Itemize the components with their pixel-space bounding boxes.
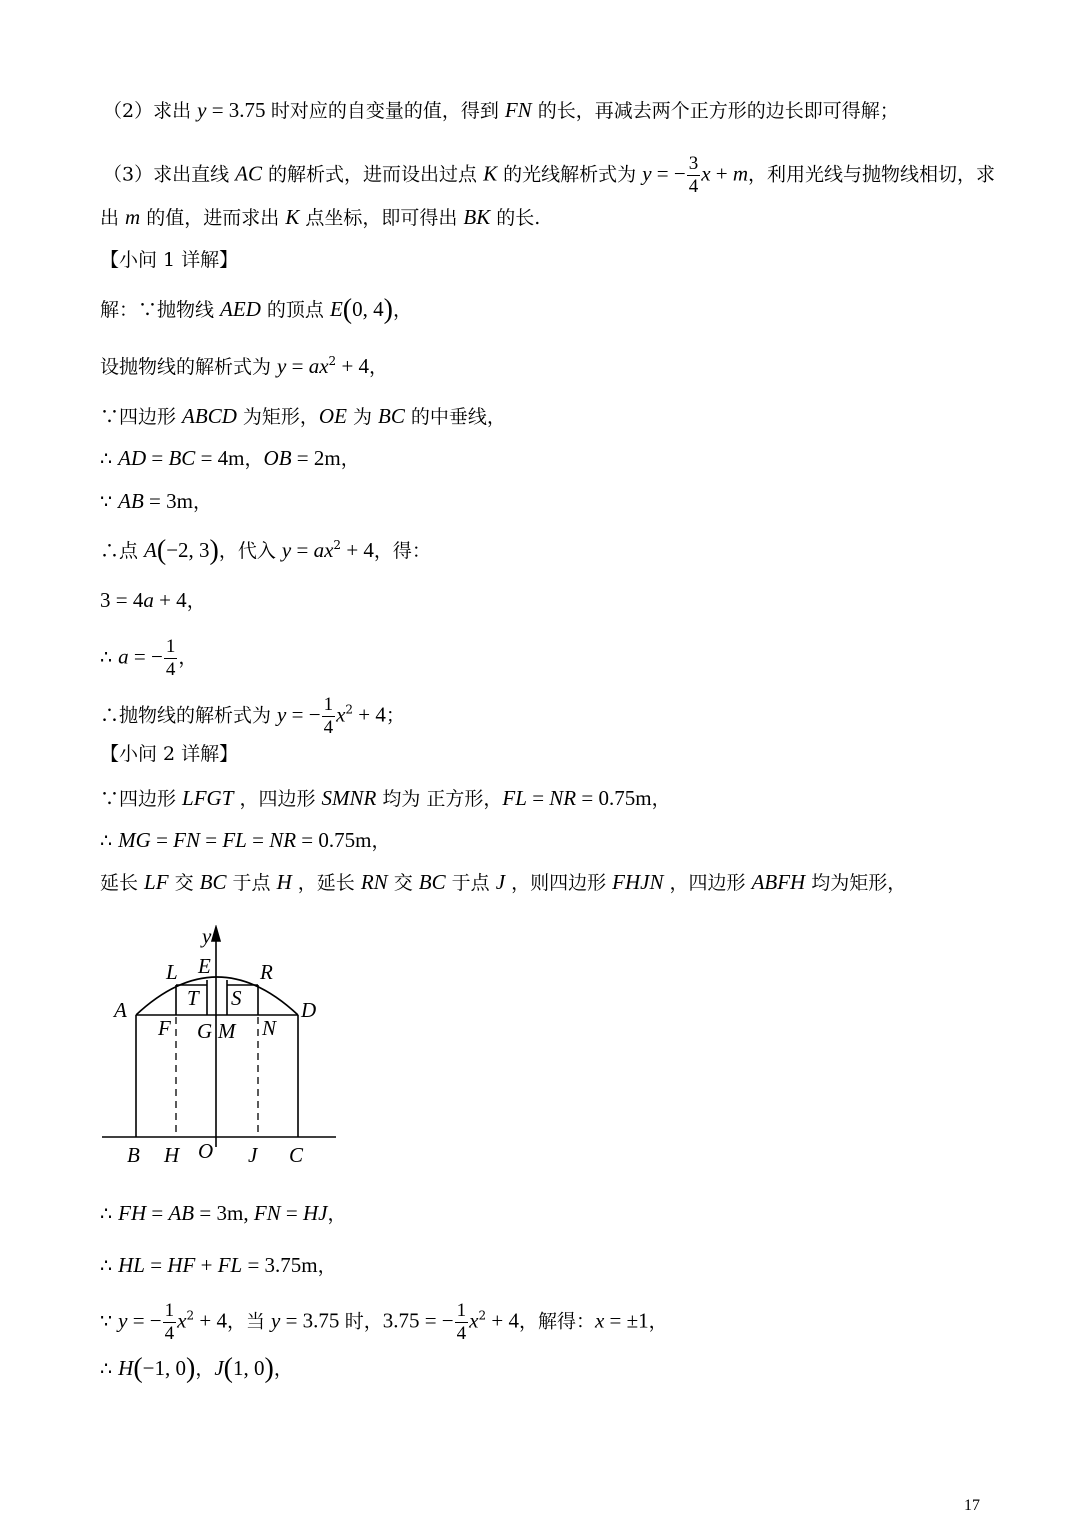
math-symbol: y [271,1308,281,1333]
math-text: + 4 [353,702,386,727]
text-line [100,870,906,895]
text-line [100,1201,347,1226]
text-run: ； [385,704,405,727]
math-symbol: FHJN [612,870,664,894]
text-run: ，延长 [291,872,361,894]
text-run: ， [244,448,264,470]
denominator: 4 [164,1323,175,1344]
text-run: ， [327,1203,347,1225]
text-run: 【小问 1 详解】 [100,249,239,271]
label-h: H [164,1143,180,1167]
denominator: 4 [456,1323,467,1344]
fraction [164,636,178,681]
text-line [100,446,360,471]
math-text: = 0.75m [576,786,652,810]
text-run: 于点 [445,872,496,894]
y-axis-arrow [212,927,220,941]
math-symbol: NR [549,786,577,810]
math-text: + 4 [194,1308,227,1333]
text-line [100,535,431,566]
math-symbol: OB [263,446,292,470]
exponent: 2 [333,538,342,552]
math-text: 1, 0 [232,1356,265,1380]
text-line [100,404,506,429]
fraction [322,694,336,739]
math-symbol: BC [168,446,196,470]
label-g: G [197,1019,213,1043]
text-run: ， [371,830,391,852]
text-run: 交 [168,872,200,894]
math-text: = [146,1201,169,1225]
math-symbol: K [483,161,498,186]
numerator: 1 [165,636,176,657]
text-run: 均为 正方形， [376,788,503,810]
math-text: = [291,538,314,562]
math-text: = [280,1201,304,1225]
text-run: ，解得： [518,1310,595,1333]
math-symbol: BC [378,404,405,428]
text-run: ，代入 [218,540,282,562]
math-text: 0, 4 [352,297,384,321]
text-run: ∵四边形 [100,406,183,428]
text-line [103,153,995,198]
exponent: 2 [478,1308,487,1323]
label-r: R [260,960,273,984]
math-text: = 3m [143,489,193,513]
text-line [100,205,540,230]
math-symbol: HJ [303,1201,328,1225]
label-l: L [166,960,178,984]
math-symbol: HL [118,1253,145,1277]
parabola-arc [136,977,298,1015]
math-text: + 4 [486,1308,519,1333]
text-run: （2）求出 [103,100,198,122]
math-symbol: a [143,588,154,612]
text-run: 的值，进而求出 [140,207,286,229]
math-text: = 3m, [194,1201,254,1225]
math-symbol: A [144,538,157,562]
paren: ) [209,535,219,566]
text-line [100,828,391,853]
math-symbol: ax [313,538,334,562]
math-text: = [526,786,550,810]
text-line [100,1353,293,1384]
label-f: F [158,1016,171,1040]
text-run: 的光线解析式为 [497,163,643,186]
text-line [100,489,212,514]
text-run: 交 [387,872,419,894]
math-symbol: ax [308,354,329,378]
text-line [103,98,899,123]
math-text: + 4 [153,588,187,612]
math-symbol: NR [269,828,297,852]
math-text: = [145,1253,168,1277]
math-symbol: m [125,205,141,229]
text-run: ，四边形 [233,788,322,810]
label-o: O [198,1139,214,1163]
text-line [100,1253,337,1278]
math-text: = − [128,644,163,669]
math-symbol: ABFH [751,870,806,894]
math-text: = [200,828,223,852]
math-symbol: FN [253,1201,281,1225]
math-symbol: x [594,1308,605,1333]
text-run: 【小问 2 详解】 [100,743,239,765]
text-run: ，四边形 [663,872,752,894]
math-symbol: FN [173,828,200,852]
label-t: T [187,986,199,1010]
text-run: 设抛物线的解析式为 [100,356,278,378]
text-run: ∵ [100,491,119,513]
numerator: 3 [688,153,699,174]
paren: ( [133,1353,143,1384]
math-symbol: BC [418,870,446,894]
text-run: ∴ [100,646,119,669]
math-symbol: y [277,354,287,378]
math-symbol: ABCD [182,404,237,428]
text-run: 出 [100,207,126,229]
text-run: ， [192,491,212,513]
math-text: = 3.75 [280,1308,345,1333]
math-symbol: BC [199,870,227,894]
math-symbol: y [277,702,287,727]
fraction [163,1300,177,1345]
paren: ( [223,1353,233,1384]
math-symbol: FL [222,828,247,852]
label-n: N [262,1016,277,1040]
paren: ) [383,294,393,325]
text-line [100,588,206,613]
math-symbol: AB [118,489,144,513]
text-run: ， [392,299,412,321]
text-run: 的解析式，进而设出过点 [261,163,484,186]
math-symbol: LFGT [182,786,234,810]
math-text: 3.75 = − [382,1308,454,1333]
text-run: 解：∵抛物线 [100,299,221,321]
text-line [100,636,197,681]
label-s: S [231,986,242,1010]
text-run: ∴ [100,448,119,470]
text-run: 的长. [490,207,541,229]
math-text: 3 = 4 [100,588,144,612]
text-run: 均为矩形， [805,872,907,894]
text-line [100,294,412,325]
text-run: ∴抛物线的解析式为 [100,704,278,727]
math-symbol: H [276,870,292,894]
math-symbol: AD [118,446,147,470]
denominator: 4 [323,717,334,738]
text-run: ，则四边形 [505,872,613,894]
math-text: = [246,828,270,852]
math-symbol: FH [118,1201,147,1225]
paren: ) [264,1353,274,1384]
math-symbol: BK [463,205,491,229]
text-run: ， [651,788,671,810]
text-run: ∵四边形 [100,788,183,810]
math-symbol: FN [504,98,532,122]
text-run: 于点 [226,872,277,894]
paren: ( [156,535,167,566]
math-symbol: x [177,1308,187,1333]
text-line [100,694,405,739]
math-symbol: y [118,1308,128,1333]
math-text: = − [127,1308,162,1333]
text-run: ∴点 [100,540,145,562]
parabola-rectangle-figure [98,925,348,1175]
label-d: D [301,998,317,1022]
math-symbol: MG [118,828,151,852]
label-b: B [127,1143,140,1167]
exponent: 2 [328,354,337,368]
math-symbol: K [285,205,300,229]
text-line [100,786,671,811]
math-symbol: y [197,98,207,122]
math-text: = 2m [291,446,341,470]
math-symbol: AED [220,297,261,321]
text-run: ， [340,448,360,470]
text-run: ， [178,646,198,669]
fraction [455,1300,469,1345]
math-symbol: J [495,870,506,894]
text-run: 的中垂线， [404,406,506,428]
exponent: 2 [186,1308,195,1323]
math-symbol: RN [360,870,388,894]
text-line [100,248,238,272]
math-symbol: FL [217,1253,243,1277]
math-text: = − [651,161,686,186]
text-run: ， [369,356,389,378]
math-text: = [286,354,309,378]
text-run: ， [317,1255,337,1277]
math-text: + 4 [336,354,370,378]
math-symbol: HF [167,1253,196,1277]
math-text: + [195,1253,218,1277]
text-run: ∵ [100,1310,119,1333]
math-symbol: LF [144,870,169,894]
math-text: = − [286,702,321,727]
text-run: 延长 [100,872,145,894]
math-text: = 3.75 [206,98,271,122]
label-a: A [114,998,127,1022]
text-run: ， [186,590,206,612]
math-symbol: x [701,161,711,186]
text-run: （3）求出直线 [103,163,236,186]
math-text: = [146,446,169,470]
math-text: + [710,161,733,186]
exponent: 2 [345,702,354,717]
label-c: C [289,1143,304,1167]
text-run: 时对应的自变量的值，得到 [270,100,505,122]
math-text: = 0.75m [296,828,372,852]
math-text: −2, 3 [166,538,210,562]
numerator: 1 [164,1300,175,1321]
math-symbol: a [118,644,129,669]
text-run: 时， [344,1310,383,1333]
text-run: ，利用光线与抛物线相切，求 [748,163,996,186]
text-run: 为矩形， [236,406,319,428]
text-line [100,354,388,379]
text-line [100,742,238,766]
paren: ( [342,294,353,325]
math-symbol: J [214,1356,224,1380]
text-run: ，当 [226,1310,272,1333]
text-run: ， [195,1358,215,1380]
math-symbol: E [329,297,343,321]
text-run: ∴ [100,1255,119,1277]
math-symbol: AC [235,161,262,186]
math-text: = ±1 [604,1308,649,1333]
math-symbol: AB [168,1201,195,1225]
text-run: 点坐标，即可得出 [299,207,464,229]
text-run: 的顶点 [260,299,330,321]
text-run: 的长，再减去两个正方形的边长即可得解； [531,100,899,122]
label-e: E [198,954,211,978]
denominator: 4 [165,659,176,680]
text-run: ， [273,1358,293,1380]
text-run: ∴ [100,1203,119,1225]
math-text: = 3.75m [242,1253,318,1277]
label-y: y [202,925,212,948]
math-text: = 4m [195,446,245,470]
label-m: M [218,1019,236,1043]
math-symbol: SMNR [321,786,377,810]
math-text: −1, 0 [142,1356,186,1380]
text-line [100,1300,668,1345]
math-text: + 4 [341,538,374,562]
numerator: 1 [323,694,334,715]
math-symbol: x [469,1308,479,1333]
text-run: ∴ [100,1358,119,1380]
math-symbol: FL [502,786,527,810]
numerator: 1 [456,1300,467,1321]
paren: ) [185,1353,196,1384]
denominator: 4 [688,176,699,197]
page-number: 17 [964,1497,980,1514]
label-j: J [248,1143,258,1167]
text-run: ∴ [100,830,119,852]
math-symbol: y [642,161,652,186]
math-symbol: m [732,161,749,186]
text-run: ， [648,1310,668,1333]
math-symbol: OE [318,404,347,428]
math-symbol: H [118,1356,134,1380]
text-run: 为 [346,406,379,428]
math-symbol: x [336,702,346,727]
math-symbol: y [281,538,292,562]
text-run: ，得： [373,540,431,562]
math-text: = [150,828,174,852]
fraction [687,153,701,198]
